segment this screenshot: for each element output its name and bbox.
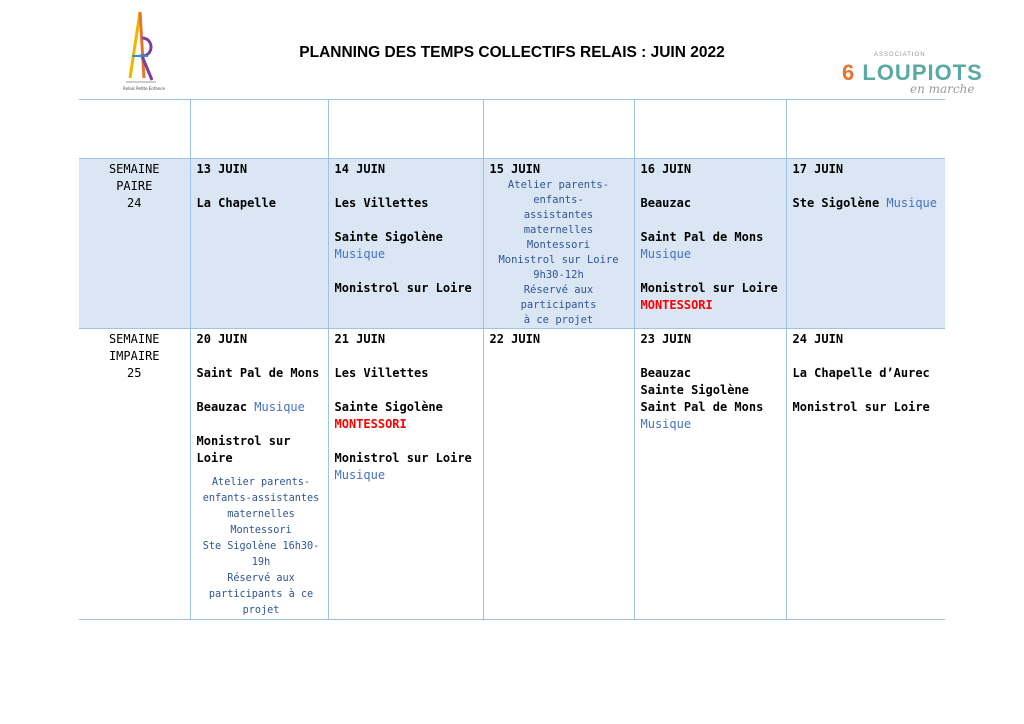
logo-subtitle: en marche <box>910 82 975 96</box>
day-cell-24: 24 JUIN La Chapelle d’Aurec Monistrol sur Loire <box>786 329 945 620</box>
day-cell-21: 21 JUIN Les Villettes Sainte Sigolène MONTESSORI Monistrol sur Loire Musique <box>328 329 483 620</box>
logo-association-tag: ASSOCIATION <box>874 52 926 58</box>
header-row <box>79 100 945 159</box>
day-cell-23: 23 JUIN Beauzac Sainte Sigolène Saint Pal de Mons Musique <box>634 329 786 620</box>
week-row-impaire <box>79 329 945 620</box>
week-label-cell: SEMAINE PAIRE 24 <box>79 159 190 329</box>
logo-number: 6 <box>842 60 856 85</box>
day-cell-14: 14 JUIN Les Villettes Sainte Sigolène Musique Monistrol sur Loire <box>328 159 483 329</box>
day-cell-15: 15 JUIN Atelier parents-enfants- assistantes maternelles Montessori Monistrol sur Loire 9h30-12h Réservé aux participants à ce projet <box>483 159 634 329</box>
planning-table <box>79 99 945 620</box>
week-label-cell: SEMAINE IMPAIRE 25 <box>79 329 190 620</box>
week-row-paire <box>79 159 945 329</box>
day-cell-13: 13 JUIN La Chapelle <box>190 159 328 329</box>
day-cell-20: 20 JUIN Saint Pal de Mons Beauzac Musique Monistrol sur Loire Atelier parents- enfants-assistantes maternelles Montessori Ste Sigolène 16h30- 19h Réservé aux participants à ce projet <box>190 329 328 620</box>
logo-word: LOUPIOTS <box>862 60 983 85</box>
day-cell-16: 16 JUIN Beauzac Saint Pal de Mons Musique Monistrol sur Loire MONTESSORI <box>634 159 786 329</box>
day-cell-17: 17 JUIN Ste Sigolène Musique <box>786 159 945 329</box>
loupiots-logo <box>838 52 983 100</box>
day-cell-22: 22 JUIN <box>483 329 634 620</box>
relais-logo-caption: Relais Petite Enfance <box>123 86 165 91</box>
atelier-montessori-note: Atelier parents- enfants-assistantes maternelles Montessori Ste Sigolène 16h30- 19h Réservé aux participants à ce projet <box>202 477 320 616</box>
page-title: PLANNING DES TEMPS COLLECTIFS RELAIS : JUIN 2022 <box>299 44 725 61</box>
atelier-montessori-note: Atelier parents-enfants- assistantes maternelles Montessori Monistrol sur Loire 9h30-12h Réservé aux participants à ce projet <box>498 179 619 326</box>
